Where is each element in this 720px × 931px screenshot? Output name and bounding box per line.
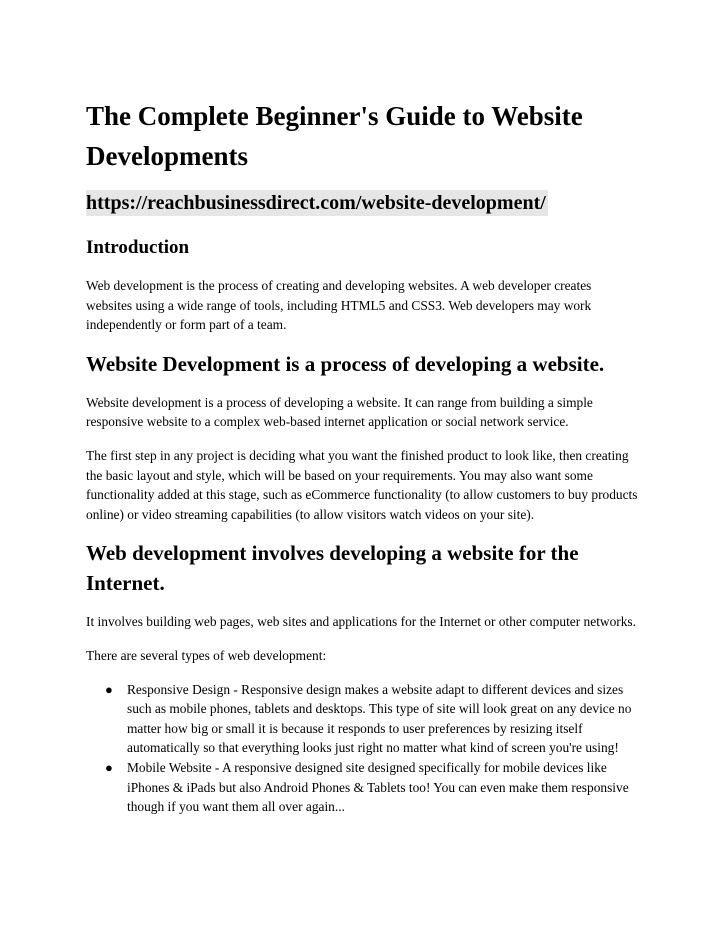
- paragraph: It involves building web pages, web sites and applications for the Internet or other computer networks.: [86, 614, 636, 630]
- list-item-text: Responsive Design - Responsive design makes a website adapt to different devices and sizes such as mobile phones, tablets and desktops. This type of site will look great on any device no matter how big or small it is because it responds to user preferences by resizing itself automatically so that everything looks just right no matter what kind of screen you're using!: [127, 681, 632, 756]
- list-item: [86, 758, 640, 817]
- source-url: https://reachbusinessdirect.com/website-development/: [86, 192, 546, 214]
- section-heading-web-development-internet: Web development involves developing a website for the Internet.: [86, 541, 579, 596]
- document-title: The Complete Beginner's Guide to Website Developments: [86, 101, 583, 171]
- section-heading-introduction: Introduction: [86, 237, 190, 258]
- section-heading-website-development: Website Development is a process of developing a website.: [86, 351, 605, 376]
- list-item: [86, 680, 640, 758]
- paragraph: Website development is a process of developing a website. It can range from building a simple responsive website to a complex web-based internet application or social network service.: [86, 394, 593, 430]
- bullet-icon: ●: [105, 681, 113, 697]
- paragraph: Web development is the process of creating and developing websites. A web developer creates websites using a wide range of tools, including HTML5 and CSS3. Web developers may work independently or form part of a team.: [86, 278, 592, 333]
- bullet-icon: ●: [105, 759, 113, 775]
- web-development-types-list: [86, 680, 640, 817]
- paragraph: There are several types of web development:: [86, 647, 327, 663]
- list-item-text: Mobile Website - A responsive designed site designed specifically for mobile devices like iPhones & iPads but also Android Phones & Tablets too! You can even make them responsive though if you want them all over again...: [127, 759, 629, 815]
- paragraph: The first step in any project is deciding what you want the finished product to look like, then creating the basic layout and style, which will be based on your requirements. You may also want some functionality added at this stage, such as eCommerce functionality (to allow customers to buy products online) or video streaming capabilities (to allow visitors watch videos on your site).: [86, 447, 638, 522]
